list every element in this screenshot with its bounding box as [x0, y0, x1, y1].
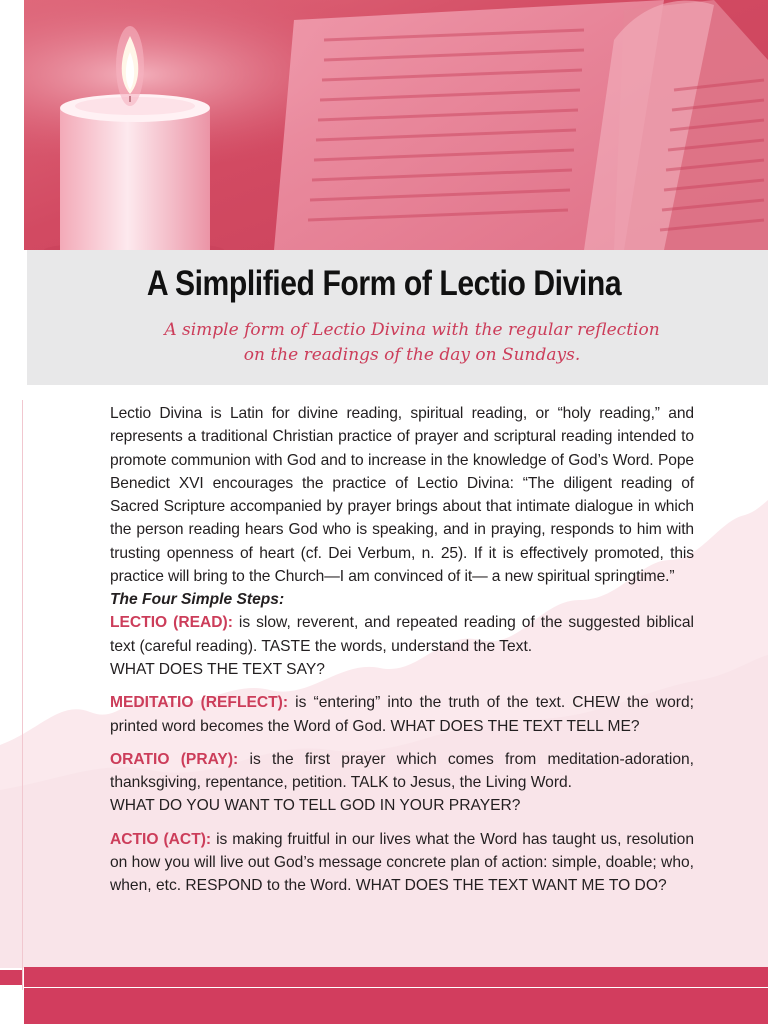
subtitle-line-2: on the readings of the day on Sundays.	[243, 345, 581, 365]
step-text: is slow, reverent, and repeated reading of the suggested biblical text (careful reading). TASTE the words, understand the Text.	[110, 614, 694, 655]
step-label: LECTIO (READ):	[110, 614, 233, 632]
step-lectio	[110, 611, 694, 681]
step-question: WHAT DO YOU WANT TO TELL GOD IN YOUR PRAYER?	[110, 797, 521, 815]
page-title: A Simplified Form of Lectio Divina	[146, 264, 622, 303]
step-label: MEDITATIO (REFLECT):	[110, 694, 289, 712]
subtitle	[60, 318, 764, 368]
footer-left-stub	[0, 970, 22, 985]
main-content	[110, 402, 694, 898]
step-actio	[110, 828, 694, 898]
step-text: is making fruitful in our lives what the Word has taught us, resolution on how you will live out God’s message concrete plan of action: simple, doable; who, when, etc. RESPOND to the Word. WHAT DOES THE TEXT WANT ME TO DO?	[110, 830, 694, 895]
step-text: is the first prayer which comes from meditation-adoration, thanksgiving, repentance, petition. TALK to Jesus, the Living Word.	[110, 750, 694, 792]
intro-paragraph: Lectio Divina is Latin for divine reading, spiritual reading, or “holy reading,” and represents a traditional Christian practice of prayer and scriptural reading intended to promote communion with God and to increase in the knowledge of God’s Word. Pope Benedict XVI encourages the practice of Lectio Divina: “The diligent reading of Sacred Scripture accompanied by prayer brings about that intimate dialogue in which the person reading hears God who is speaking, and in praying, responds to him with trusting openness of heart (cf. Dei Verbum, n. 25). If it is effectively promoted, this practice will bring to the Church—I am convinced of it— a new spiritual springtime.”	[110, 405, 694, 586]
steps-heading: The Four Simple Steps:	[110, 591, 285, 609]
hero-image	[24, 0, 768, 250]
step-question: WHAT DOES THE TEXT SAY?	[110, 660, 325, 678]
step-text: is “entering” into the truth of the text. CHEW the word; printed word becomes the Word of God. WHAT DOES THE TEXT TELL ME?	[110, 694, 694, 735]
left-margin-rule	[22, 400, 23, 990]
step-label: ACTIO (ACT):	[110, 830, 212, 848]
step-meditatio	[110, 691, 694, 738]
step-label: ORATIO (PRAY):	[110, 750, 239, 768]
step-oratio	[110, 748, 694, 818]
subtitle-line-1: A simple form of Lectio Divina with the regular reflection	[164, 320, 660, 340]
footer-bar	[24, 967, 768, 987]
footer-block	[24, 988, 768, 1024]
